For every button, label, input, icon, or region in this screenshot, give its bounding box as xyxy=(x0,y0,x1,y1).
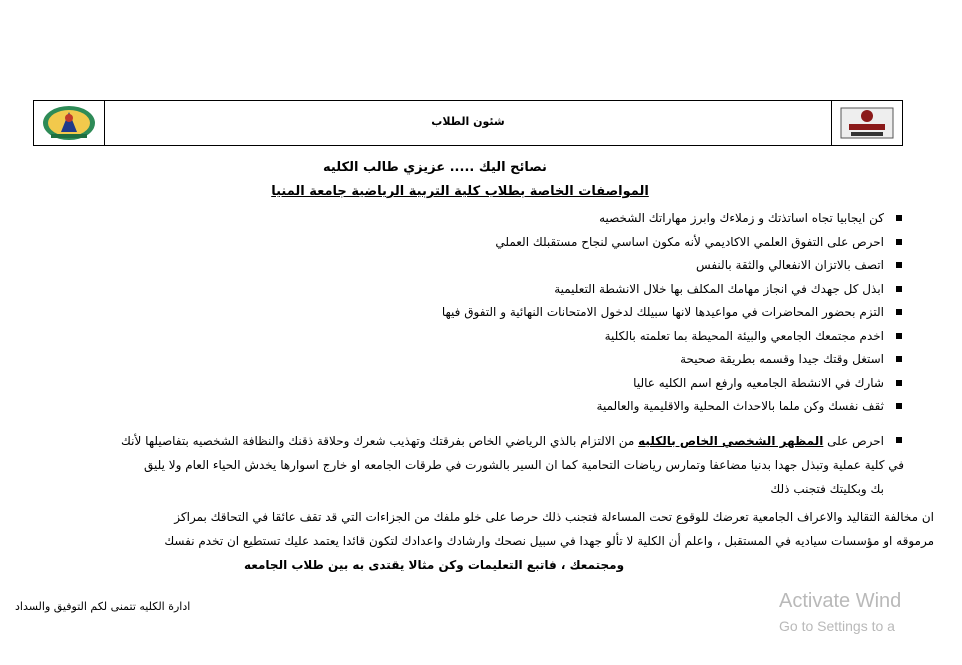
header-title: شئون الطلاب xyxy=(431,115,505,128)
square-bullet-icon xyxy=(896,403,902,409)
list-item-appearance: احرص على المظهر الشخصي الخاص بالكليه من الالتزام بالذي الرياضي الخاص بفرقتك وتهذيب شعرك وحلاقة ذقنك والنظافة الشخصيه بتفاصيلها لأنك في كلية عملية وتبذل جهدا بدنيا مضاعفا وتمارس رياضات التحامية كما ان السير بالشورت في طرقات الجامعه او خارج اسوارها يخدش الحياء العام ولا يليق بك وبكليتك فتجنب ذلك xyxy=(121,434,904,496)
list-item: ابذل كل جهدك في انجاز مهامك المكلف بها خلال الانشطة التعليمية xyxy=(22,278,902,302)
list-item: شارك في الانشطة الجامعيه وارفع اسم الكليه عاليا xyxy=(22,372,902,396)
header-box xyxy=(33,100,903,146)
square-bullet-icon xyxy=(896,215,902,221)
square-bullet-icon xyxy=(896,239,902,245)
faculty-logo-right xyxy=(837,104,897,142)
tips-list xyxy=(22,207,902,419)
square-bullet-icon xyxy=(896,437,902,443)
list-item: اخدم مجتمعك الجامعي والبيئة المحيطة بما تعلمته بالكلية xyxy=(22,325,902,349)
square-bullet-icon xyxy=(896,309,902,315)
greeting-heading: نصائح اليك ..... عزيزي طالب الكليه xyxy=(323,160,547,175)
list-item: ثقف نفسك وكن ملما بالاحداث المحلية والاقليمية والعالمية xyxy=(22,395,902,419)
square-bullet-icon xyxy=(896,333,902,339)
list-item: اتصف بالاتزان الانفعالي والثقة بالنفس xyxy=(22,254,902,278)
university-logo-left xyxy=(39,104,99,142)
header-divider xyxy=(831,101,832,145)
appearance-highlight: المظهر الشخصي الخاص بالكليه xyxy=(638,434,824,448)
square-bullet-icon xyxy=(896,286,902,292)
subtitle-heading: المواصفات الخاصة بطلاب كلية التربية الرياضية جامعة المنيا xyxy=(271,184,649,199)
closing-paragraph: ان مخالفة التقاليد والاعراف الجامعية تعرضك للوقوع تحت المساءلة فتجنب ذلك حرصا على خلو ملفك من الجزاءات التي قد تقف عائقا في التحاقك بمراكز مرموقه او مؤسسات سياديه في المستقبل ، واعلم أن الكلية لا تألو جهدا في سبيل نصحك وارشادك واعدادك لتكون قائدا يعتمد عليك تستطيع ان تخدم نفسك ومجتمعك ، فاتبع التعليمات وكن مثالا يقتدى به بين طلاب الجامعه xyxy=(164,510,934,572)
list-item: التزم بحضور المحاضرات في مواعيدها لانها سبيلك لدخول الامتحانات النهائية و التفوق فيها xyxy=(22,301,902,325)
list-item: كن ايجابيا تجاه اساتذتك و زملاءك وابرز مهاراتك الشخصيه xyxy=(22,207,902,231)
windows-activation-watermark: Activate Wind Go to Settings to a xyxy=(779,590,902,634)
square-bullet-icon xyxy=(896,262,902,268)
square-bullet-icon xyxy=(896,380,902,386)
list-item: احرص على التفوق العلمي الاكاديمي لأنه مكون اساسي لنجاح مستقبلك العملي xyxy=(22,231,902,255)
square-bullet-icon xyxy=(896,356,902,362)
list-item: استغل وقتك جيدا وقسمه بطريقة صحيحة xyxy=(22,348,902,372)
signature-text: ادارة الكليه تتمنى لكم التوفيق والسداد xyxy=(15,600,191,613)
